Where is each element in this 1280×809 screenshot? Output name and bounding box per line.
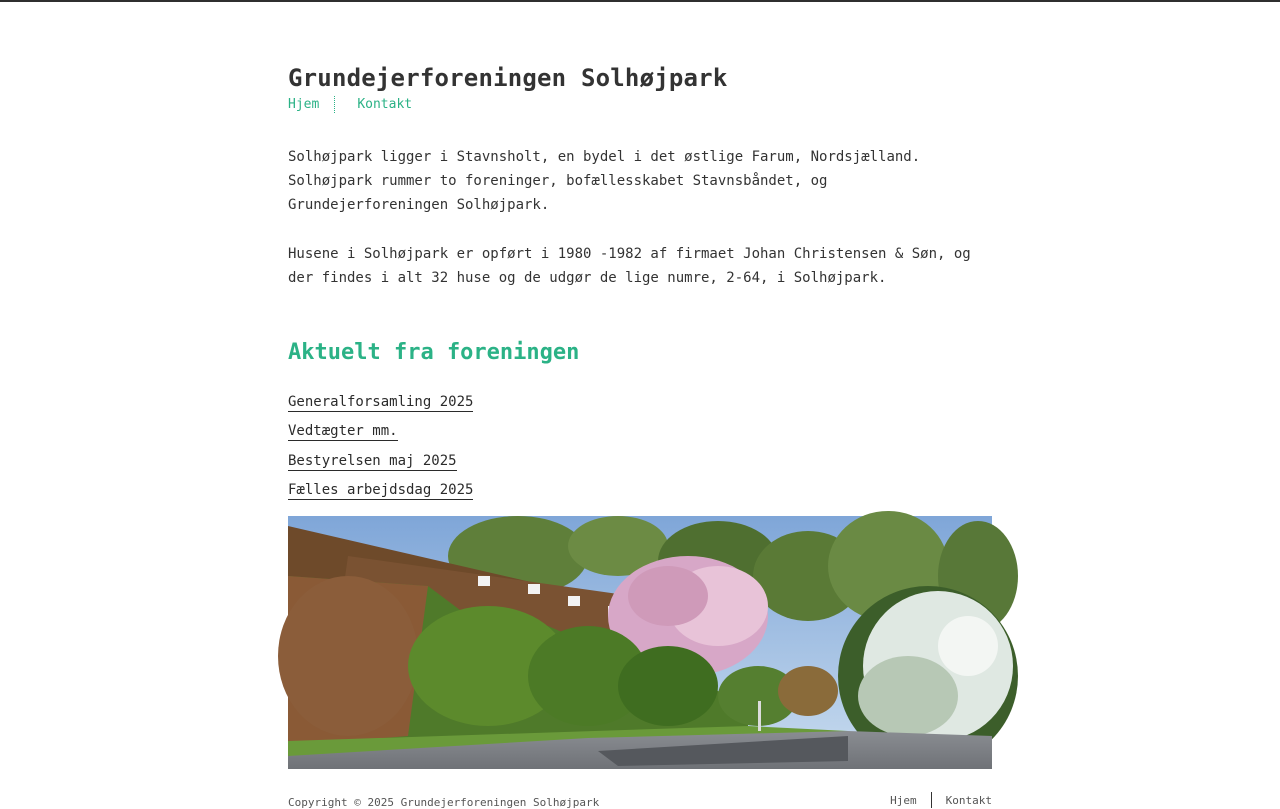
intro-paragraph: Husene i Solhøjpark er opført i 1980 -1982 af firmaet Johan Christensen & Søn, og der findes i alt 32 huse og de udgør de lige numre, 2-64, i Solhøjpark. [288,246,971,286]
footer-link-hjem[interactable]: Hjem [890,793,917,807]
nav-link-kontakt[interactable]: Kontakt [357,97,413,112]
main-nav [288,96,412,113]
nav-separator [334,96,335,113]
copyright-text: Copyright © 2025 Grundejerforeningen Solhøjpark [288,796,600,809]
news-links [288,390,473,507]
list-item [288,419,473,448]
news-section-title: Aktuelt fra foreningen [288,340,580,365]
link-bestyrelsen[interactable]: Bestyrelsen maj 2025 [288,452,457,469]
link-vedtaegter[interactable]: Vedtægter mm. [288,423,398,440]
site-title[interactable]: Grundejerforeningen Solhøjpark [288,64,728,92]
top-border [0,0,1280,2]
link-arbejdsdag[interactable]: Fælles arbejdsdag 2025 [288,481,474,498]
street-photo [288,516,992,769]
list-item [288,390,473,419]
nav-link-hjem[interactable]: Hjem [288,97,320,112]
footer-nav [890,792,992,808]
footer-link-kontakt[interactable]: Kontakt [945,793,992,807]
link-generalforsamling[interactable]: Generalforsamling 2025 [288,394,474,410]
list-item [288,478,473,507]
list-item [288,449,473,478]
footer-nav-separator [931,792,932,808]
intro-paragraph: Solhøjpark ligger i Stavnsholt, en bydel i det østlige Farum, Nordsjælland. Solhøjpark rummer to foreninger, bofællesskabet Stavnsbåndet, og Grundejerforeningen Solhøjpark. [288,149,921,213]
intro-text [288,145,992,315]
